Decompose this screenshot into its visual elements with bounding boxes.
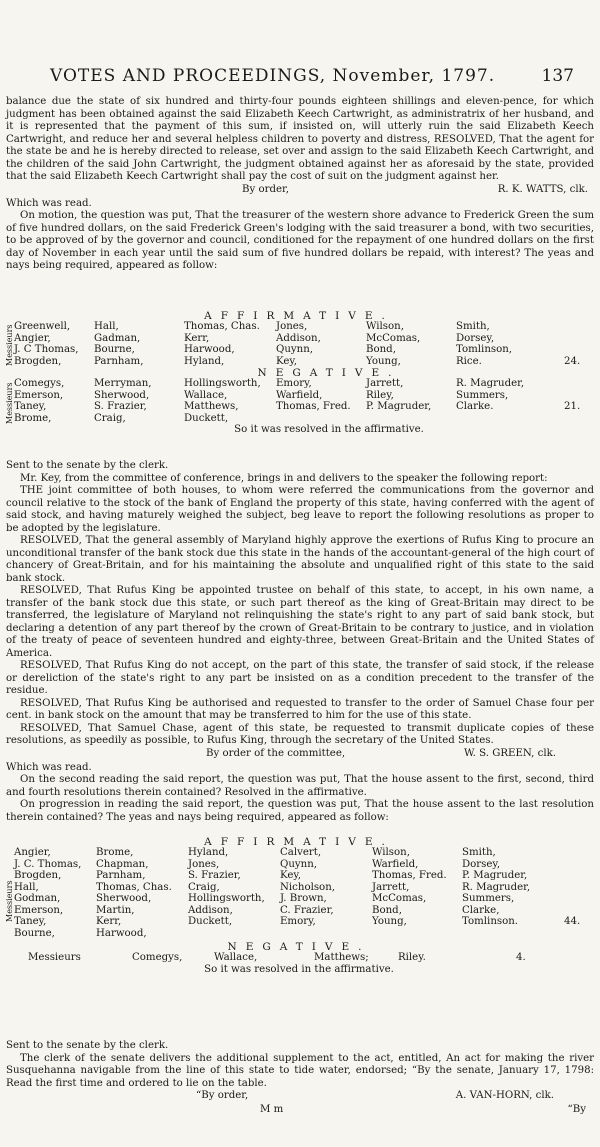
vote-row bbox=[4, 847, 594, 859]
member-count: 21. bbox=[564, 401, 581, 412]
messieurs-label-negative: Messieurs bbox=[5, 382, 14, 424]
member-name: Duckett, bbox=[184, 412, 229, 424]
messieurs-label: Messieurs bbox=[5, 880, 14, 922]
clerk-name: R. K. WATTS, clk. bbox=[497, 183, 588, 195]
member-name: Hyland, bbox=[188, 847, 229, 858]
member-name: Young, bbox=[366, 355, 401, 367]
member-name: Comegys, bbox=[132, 952, 183, 963]
member-name: Brogden, bbox=[14, 870, 62, 881]
member-name: Parnham, bbox=[96, 870, 146, 881]
signature-line-senate bbox=[6, 1090, 594, 1104]
member-name: Bourne, bbox=[94, 344, 135, 355]
member-name: McComas, bbox=[372, 893, 427, 904]
messieurs-label-negative: Messieurs bbox=[28, 952, 81, 963]
by-order-text: By order of the committee, bbox=[206, 747, 346, 759]
member-name: Addison, bbox=[188, 904, 233, 916]
member-count: 44. bbox=[564, 916, 581, 927]
member-name: Kerr, bbox=[184, 332, 210, 344]
member-name: Taney, bbox=[14, 916, 47, 927]
member-name: Thomas, Fred. bbox=[276, 401, 351, 412]
member-name: Hall, bbox=[94, 321, 119, 332]
member-name: Emory, bbox=[280, 916, 316, 927]
sent-note: Sent to the senate by the clerk. bbox=[6, 460, 169, 471]
vote-row bbox=[4, 333, 594, 345]
member-name: Calvert, bbox=[280, 847, 322, 858]
signature-line-committee bbox=[6, 748, 594, 762]
member-name: Harwood, bbox=[184, 344, 235, 355]
vote-table-1 bbox=[4, 310, 594, 438]
member-name: McComas, bbox=[366, 332, 421, 344]
member-name: Kerr, bbox=[96, 916, 122, 927]
by-order-text: “By order, bbox=[196, 1090, 249, 1101]
member-name: Riley. bbox=[398, 952, 426, 963]
vote-table-2 bbox=[4, 836, 594, 978]
member-name: Tomlinson. bbox=[462, 916, 519, 927]
member-name: J. C. Thomas, bbox=[14, 858, 82, 870]
clerk-name: A. VAN-HORN, clk. bbox=[455, 1090, 554, 1101]
paragraph-second-reading: On the second reading the said report, the question was put, That the house assent to the first, second, third and fourth resolutions therein contained? Resolved in the affirmative. bbox=[6, 774, 594, 798]
member-name: Wilson, bbox=[372, 847, 410, 858]
resolution-5: RESOLVED, That Samuel Chase, agent of this state, be requested to transmit duplicate copies of these resolutions, as speedily as possible, to Rufus King, through the secretary of the United States. bbox=[6, 722, 594, 746]
resolution-3: RESOLVED, That Rufus King do not accept, on the part of this state, the transfer of said stock, if the release or dereliction of the state's right to any part be insisted on as a condition precedent to the transfer of the residue. bbox=[6, 660, 594, 696]
member-name: Thomas, Fred. bbox=[372, 870, 447, 881]
member-name: Taney, bbox=[14, 401, 47, 412]
paragraph-susquehanna: The clerk of the senate delivers the additional supplement to the act, entitled, An act for making the river Susquehanna navigable from the line of this state to tide water, endorsed; “By the senate, January 17, 1798: Read the first time and ordered to lie on the table. bbox=[6, 1052, 594, 1089]
member-name: P. Magruder, bbox=[366, 401, 432, 412]
member-name: Parnham, bbox=[94, 355, 144, 367]
page-number: 137 bbox=[541, 66, 574, 86]
resolution-2: RESOLVED, That Rufus King be appointed trustee on behalf of this state, to accept, in his own name, a transfer of the bank stock due this state, or such part thereof as the king of Great-Britain may direct to be transferred, the legislature of Maryland not relinquishing the state's right to any part of said bank stock, but declaring a detention of any part thereof by the crown of Great-Britain to be contrary to justice, and in violation of the treaty of peace of seventeen hundred and eighty-three, between Great-Britain and the United States of America. bbox=[6, 585, 594, 659]
paragraph-key-report: Mr. Key, from the committee of conference, brings in and delivers to the speaker the following report: bbox=[20, 472, 548, 484]
member-name: Warfield, bbox=[372, 858, 419, 870]
section-bank-stock bbox=[6, 460, 594, 824]
vote-row bbox=[4, 413, 594, 425]
member-name: Tomlinson, bbox=[456, 344, 513, 355]
member-name: Thomas, Chas. bbox=[184, 321, 260, 332]
member-name: Key, bbox=[280, 870, 302, 881]
member-name: Angier, bbox=[14, 332, 51, 344]
paragraph-motion-green: On motion, the question was put, That the treasurer of the western shore advance to Frederick Green the sum of five hundred dollars, on the said Frederick Green's lodging with the said treasurer a bond, with two securities, to be approved of by the governor and council, conditioned for the repayment of one hundred dollars on the first day of November in each year until the said sum of five hundred dollars be repaid, with interest? The yeas and nays being required, appeared as follow: bbox=[6, 210, 594, 271]
member-name: Godman, bbox=[14, 893, 61, 904]
member-name: Nicholson, bbox=[280, 881, 335, 893]
member-name: Brome, bbox=[14, 412, 52, 424]
catchword: “By bbox=[567, 1104, 586, 1115]
resolution-1: RESOLVED, That the general assembly of Maryland highly approve the exertions of Rufus King to procure an unconditional transfer of the bank stock due this state in the hands of the accountant-general of the high court of chancery of Great-Britain, and for his maintaining the absolute and unqualified right of this state to the said bank stock. bbox=[6, 535, 594, 584]
member-name: Young, bbox=[372, 916, 407, 927]
member-name: Key, bbox=[276, 355, 298, 367]
member-name: Harwood, bbox=[96, 927, 147, 939]
affirmative-heading: AFFIRMATIVE. bbox=[204, 310, 394, 322]
member-name: S. Frazier, bbox=[94, 401, 147, 412]
negative-heading: NEGATIVE. bbox=[257, 367, 401, 379]
section-susquehanna bbox=[6, 1040, 594, 1118]
member-name: Sherwood, bbox=[94, 389, 150, 401]
section-cartwright bbox=[6, 96, 594, 273]
vote-row bbox=[4, 882, 594, 894]
member-name: Dorsey, bbox=[456, 332, 495, 344]
member-name: Angier, bbox=[14, 847, 51, 858]
member-name: Summers, bbox=[456, 389, 509, 401]
member-name: Matthews, bbox=[184, 401, 239, 412]
member-name: Dorsey, bbox=[462, 858, 501, 870]
member-name: Thomas, Chas. bbox=[96, 881, 172, 893]
vote-result: So it was resolved in the affirmative. bbox=[204, 964, 394, 975]
member-name: Summers, bbox=[462, 893, 515, 904]
page-header bbox=[0, 66, 600, 96]
member-name: Duckett, bbox=[188, 916, 233, 927]
member-count: 4. bbox=[516, 952, 526, 963]
member-name: Riley, bbox=[366, 389, 394, 401]
member-name: Brogden, bbox=[14, 355, 62, 367]
paragraph-progression: On progression in reading the said report, the question was put, That the house assent to the last resolution therein contained? The yeas and nays being required, appeared as follow: bbox=[6, 799, 594, 823]
member-name: Wilson, bbox=[366, 321, 404, 332]
member-name: Hollingsworth, bbox=[188, 893, 265, 904]
member-name: Brome, bbox=[96, 847, 134, 858]
member-name: Rice. bbox=[456, 355, 482, 367]
member-name: Bourne, bbox=[14, 927, 55, 939]
member-name: Warfield, bbox=[276, 389, 323, 401]
paragraph-joint-committee: THE joint committee of both houses, to whom were referred the communications from the governor and council relative to the stock of the bank of England the property of this state, having conferred with the agent of said stock, and having maturely weighed the subject, beg leave to report the following resolutions as proper to be adopted by the legislature. bbox=[6, 485, 594, 534]
vote-row bbox=[4, 905, 594, 917]
member-name: Matthews; bbox=[314, 952, 369, 963]
vote-row bbox=[4, 378, 594, 390]
member-name: Craig, bbox=[94, 412, 126, 424]
member-name: Wallace, bbox=[184, 389, 228, 401]
sent-note: Sent to the senate by the clerk. bbox=[6, 1040, 169, 1051]
member-name: S. Frazier, bbox=[188, 870, 241, 881]
member-name: Hollingsworth, bbox=[184, 378, 261, 389]
member-name: Merryman, bbox=[94, 378, 152, 389]
vote-row bbox=[4, 859, 594, 871]
vote-row bbox=[4, 321, 594, 333]
member-name: Jones, bbox=[276, 321, 308, 332]
messieurs-label: Messieurs bbox=[5, 324, 14, 366]
member-name: Emory, bbox=[276, 378, 312, 389]
vote-row bbox=[4, 893, 594, 905]
member-name: Jones, bbox=[188, 858, 220, 870]
member-name: Addison, bbox=[276, 332, 321, 344]
member-name: J. Brown, bbox=[280, 893, 327, 904]
vote-row bbox=[4, 390, 594, 402]
member-name: Jarrett, bbox=[372, 881, 410, 893]
member-name: Martin, bbox=[96, 904, 135, 916]
member-name: Comegys, bbox=[14, 378, 65, 389]
negative-list bbox=[4, 378, 594, 424]
member-name: R. Magruder, bbox=[462, 881, 531, 893]
member-name: Wallace, bbox=[214, 952, 258, 963]
read-note: Which was read. bbox=[6, 197, 92, 209]
negative-row bbox=[4, 952, 594, 964]
vote-row bbox=[4, 344, 594, 356]
member-name: P. Magruder, bbox=[462, 870, 528, 881]
member-name: Gadman, bbox=[94, 332, 141, 344]
member-name: Hyland, bbox=[184, 355, 225, 367]
affirmative-list bbox=[4, 847, 594, 939]
vote-row bbox=[4, 916, 594, 928]
member-name: R. Magruder, bbox=[456, 378, 525, 389]
resolution-4: RESOLVED, That Rufus King be authorised and requested to transfer to the order of Samuel Chase four per cent. in bank stock on the amount that may be transferred to him for the use of this state. bbox=[6, 697, 594, 721]
vote-row bbox=[4, 870, 594, 882]
vote-row bbox=[4, 356, 594, 368]
member-name: Jarrett, bbox=[366, 378, 404, 389]
affirmative-list bbox=[4, 321, 594, 367]
member-name: Chapman, bbox=[96, 858, 149, 870]
member-name: Clarke. bbox=[456, 401, 494, 412]
page-footer bbox=[6, 1104, 594, 1118]
member-name: Greenwell, bbox=[14, 321, 71, 332]
member-name: Craig, bbox=[188, 881, 220, 893]
read-note: Which was read. bbox=[6, 761, 92, 773]
running-title: VOTES AND PROCEEDINGS, November, 1797. bbox=[50, 66, 496, 86]
member-name: C. Frazier, bbox=[280, 904, 334, 916]
member-name: Quynn, bbox=[276, 344, 314, 355]
signature-line bbox=[6, 184, 594, 198]
vote-row bbox=[4, 928, 594, 940]
member-name: Smith, bbox=[456, 321, 490, 332]
member-name: Bond, bbox=[372, 904, 402, 916]
signature-mark: M m bbox=[260, 1104, 284, 1115]
member-name: Sherwood, bbox=[96, 893, 152, 904]
member-name: Emerson, bbox=[14, 904, 64, 916]
vote-result: So it was resolved in the affirmative. bbox=[234, 424, 424, 435]
member-count: 24. bbox=[564, 355, 581, 367]
member-name: Clarke, bbox=[462, 904, 500, 916]
member-name: Emerson, bbox=[14, 389, 64, 401]
by-order-text: By order, bbox=[242, 183, 290, 195]
affirmative-heading: AFFIRMATIVE. bbox=[204, 836, 394, 848]
member-name: Hall, bbox=[14, 881, 39, 893]
vote-row bbox=[4, 401, 594, 413]
member-name: Smith, bbox=[462, 847, 496, 858]
member-name: Bond, bbox=[366, 344, 396, 355]
clerk-name: W. S. GREEN, clk. bbox=[463, 747, 556, 759]
paragraph-cartwright: balance due the state of six hundred and thirty-four pounds eighteen shillings and eleven-pence, for which judgment has been obtained against the said Elizabeth Keech Cartwright, as administratrix of her husband, and it is represented that the payment of this sum, if insisted on, will utterly ruin the said Elizabeth Keech Cartwright, and reduce her and several helpless children to poverty and distress, RESOLVED, That the agent for the state be and he is hereby directed to release, set over and assign to the said Elizabeth Keech Cartwright, and the children of the said John Cartwright, the judgment obtained against her as aforesaid by the state, provided that the said Elizabeth Keech Cartwright shall pay the cost of suit on the judgment against her. bbox=[6, 96, 594, 182]
member-name: J. C Thomas, bbox=[14, 344, 79, 355]
negative-heading: NEGATIVE. bbox=[227, 941, 371, 953]
member-name: Quynn, bbox=[280, 858, 318, 870]
